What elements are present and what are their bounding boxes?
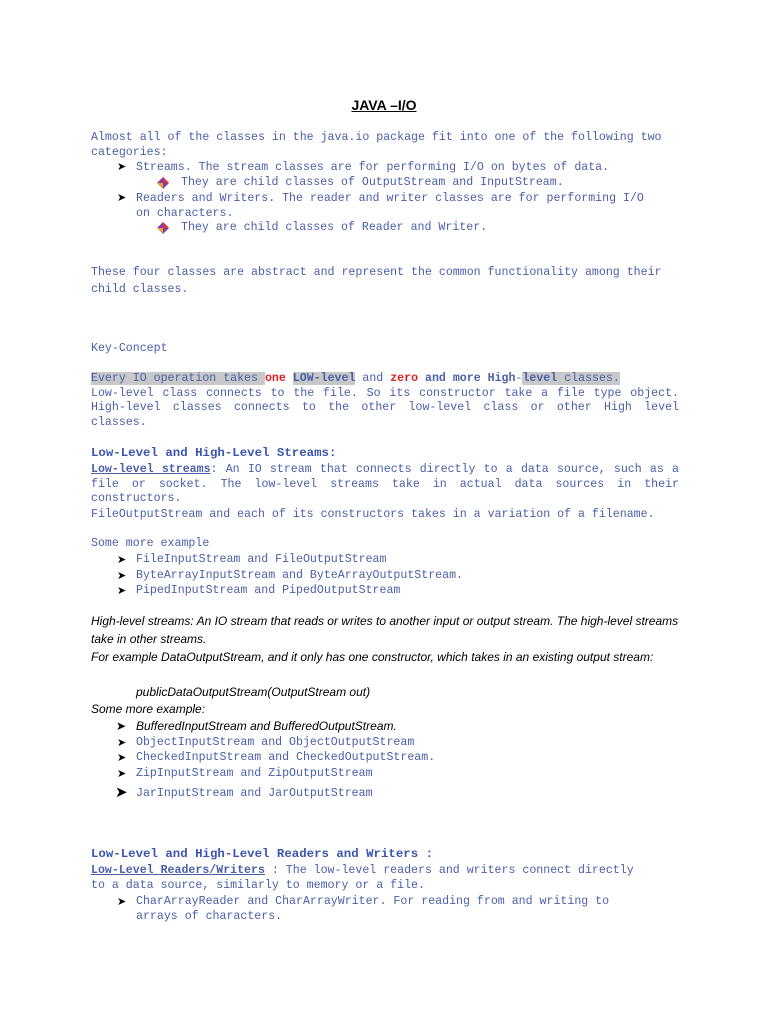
kc-low-level: LOW-level [292, 372, 356, 385]
bullet-readers-writers: Readers and Writers. The reader and writer classes are for performing I/O on characters. [136, 192, 644, 220]
arrow-bullet-icon: ➤ [117, 160, 127, 173]
arrow-bullet-icon: ➤ [115, 783, 128, 801]
high-level-item: JarInputStream and JarOutputStream [136, 787, 373, 800]
diamond-bullet-icon [157, 222, 169, 234]
high-level-item: ObjectInputStream and ObjectOutputStream [136, 736, 415, 749]
constructor-signature: publicDataOutputStream(OutputStream out) [136, 685, 371, 699]
arrow-bullet-icon: ➤ [116, 719, 127, 733]
arrow-bullet-icon: ➤ [117, 584, 127, 597]
kc-zero: zero [390, 372, 419, 385]
readers-item: CharArrayReader and CharArrayWriter. For reading from and writing to arrays of characters. [136, 895, 610, 923]
intro-paragraph: Almost all of the classes in the java.io package fit into one of the following two categories: [91, 131, 662, 159]
low-level-paragraph [91, 463, 679, 507]
bullet-streams: Streams. The stream classes are for performing I/O on bytes of data. [136, 161, 610, 174]
arrow-bullet-icon: ➤ [117, 751, 127, 764]
kc-rest: Low-level class connects to the file. So its constructor take a file type object. High-level classes connects to the other low-level class or other High level classes. [91, 386, 679, 429]
file-output-paragraph: FileOutputStream and each of its constructors takes in a variation of a filename. [91, 508, 655, 521]
kc-space2 [418, 372, 425, 385]
key-concept-paragraph [91, 372, 679, 430]
kc-level: level [522, 372, 558, 385]
kc-and: and [355, 372, 391, 385]
arrow-bullet-icon: ➤ [117, 767, 127, 780]
readers-text: : The low-level readers and writers connect directly to a data source, similarly to memory or a file. [91, 864, 634, 892]
low-level-text: : An IO stream that connects directly to a data source, such as a file or socket. The low-level streams take in actual data sources in their constructors. [91, 463, 679, 505]
arrow-bullet-icon: ➤ [117, 191, 127, 204]
abstract-paragraph: These four classes are abstract and represent the common functionality among their child classes. [91, 266, 662, 296]
diamond-bullet-icon [157, 177, 169, 189]
high-level-item: ZipInputStream and ZipOutputStream [136, 767, 373, 780]
high-level-item: CheckedInputStream and CheckedOutputStream. [136, 751, 436, 764]
readers-label: Low-Level Readers/Writers [91, 864, 265, 877]
low-level-item: ByteArrayInputStream and ByteArrayOutputStream. [136, 569, 463, 582]
kc-dash: - [515, 372, 523, 385]
low-level-label: Low-level streams [91, 463, 211, 476]
high-level-item-italic: BufferedInputStream and BufferedOutputStream. [136, 719, 397, 733]
page-title: JAVA –I/O [351, 97, 417, 113]
arrow-bullet-icon: ➤ [117, 895, 127, 908]
readers-heading: Low-Level and High-Level Readers and Writers : [91, 847, 434, 861]
kc-space [286, 372, 293, 385]
sub-bullet-readers: They are child classes of Reader and Writer. [181, 221, 488, 234]
some-more-example: Some more example [91, 537, 210, 550]
low-level-item: PipedInputStream and PipedOutputStream [136, 584, 401, 597]
kc-classes: classes. [557, 372, 620, 385]
kc-one: one [264, 372, 286, 385]
for-example-paragraph: For example DataOutputStream, and it only has one constructor, which takes in an existing output stream: [91, 650, 654, 664]
sub-bullet-streams: They are child classes of OutputStream and InputStream. [181, 176, 564, 189]
arrow-bullet-icon: ➤ [117, 553, 127, 566]
kc-text: Every IO operation takes [91, 372, 265, 385]
readers-paragraph [91, 864, 651, 893]
high-level-paragraph: High-level streams: An IO stream that reads or writes to another input or output stream. The high-level streams take in other streams. [91, 614, 679, 646]
low-level-item: FileInputStream and FileOutputStream [136, 553, 387, 566]
arrow-bullet-icon: ➤ [117, 736, 127, 749]
arrow-bullet-icon: ➤ [117, 569, 127, 582]
kc-and-more-high: and more High [425, 372, 516, 385]
key-concept-label: Key-Concept [91, 342, 168, 355]
streams-heading: Low-Level and High-Level Streams: [91, 446, 337, 460]
some-more-example-2: Some more example: [91, 702, 206, 716]
